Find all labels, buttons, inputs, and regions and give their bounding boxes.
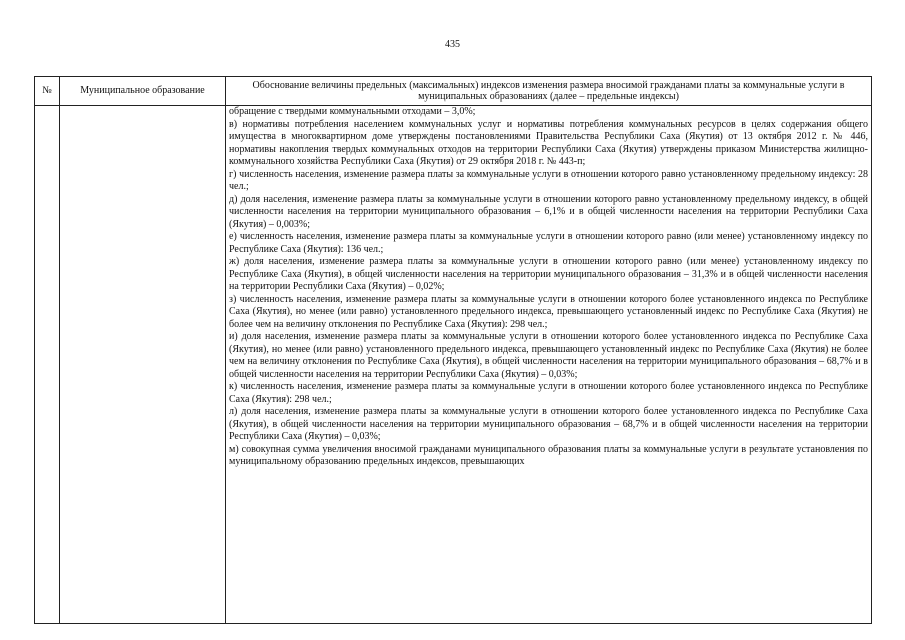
justification-cell [226,106,872,624]
paragraph-k: к) численность населения, изменение размера платы за коммунальные услуги в отношении которого более установленного индекса по Республике Саха (Якутия): 298 чел.; [229,381,868,405]
municipality-cell [60,106,226,624]
paragraph-m: м) совокупная сумма увеличения вносимой гражданами муниципального образования платы за коммунальные услуги в результате установления по муниципальному образованию предельных индексов, превышающих [229,443,868,467]
header-justification: Обоснование величины предельных (максимальных) индексов изменения размера вносимой гражданами платы за коммунальные услуги в муниципальных образованиях (далее – предельные индексы) [226,77,872,106]
number-cell [35,106,60,624]
header-number: № [35,77,60,106]
paragraph-z: з) численность населения, изменение размера платы за коммунальные услуги в отношении которого более установленного индекса по Республике Саха (Якутия), но менее (или равно) установленного предельного индекса, превышающего установленный индекс по Республике Саха (Якутия) не более чем на величину отклонения по Республике Саха (Якутия): 298 чел.; [229,293,868,330]
table-header-row [35,77,872,106]
table-row [35,106,872,624]
paragraph-i: и) доля населения, изменение размера платы за коммунальные услуги в отношении которого более установленного индекса по Республике Саха (Якутия), но менее (или равно) установленного предельного индекса, превышающего установленный индекс по Республике Саха (Якутия) не более чем на величину отклонения по Республике Саха (Якутия), в общей численности населения на территории муниципального образования – 68,7% и в общей численности населения на территории Республики Саха (Якутия) – 0,03%; [229,331,868,380]
paragraph-v: в) нормативы потребления населением коммунальных услуг и нормативы потребления коммунальных ресурсов в целях содержания общего имущества в многоквартирном доме утверждены постановлениями Правительства Республики Саха (Якутия) от 13 октября 2012 г. № 446, нормативы накопления твердых коммунальных отходов на территории Республики Саха (Якутия) утверждены приказом Министерства жилищно-коммунального хозяйства Республики Саха (Якутия) от 29 октября 2018 г. № 443-п; [229,118,868,167]
header-municipality: Муниципальное образование [60,77,226,106]
paragraph-zh: ж) доля населения, изменение размера платы за коммунальные услуги в отношении которого равно (или менее) установленному индексу по Республике Саха (Якутия), в общей численности населения на территории муниципального образования – 31,3% и в общей численности населения на территории Республики Саха (Якутия) – 0,02%; [229,256,868,292]
paragraph-e: е) численность населения, изменение размера платы за коммунальные услуги в отношении которого равно (или менее) установленному индексу по Республике Саха (Якутия): 136 чел.; [229,231,868,255]
paragraph-continuation: обращение с твердыми коммунальными отходами – 3,0%; [229,106,476,117]
paragraph-d: д) доля населения, изменение размера платы за коммунальные услуги в отношении которого равно установленному предельному индексу, в общей численности населения на территории муниципального образования – 6,1% и в общей численности населения на территории Республики Саха (Якутия) – 0,003%; [229,193,868,230]
paragraph-l: л) доля населения, изменение размера платы за коммунальные услуги в отношении которого более установленного индекса по Республике Саха (Якутия), в общей численности населения на территории муниципального образования – 68,7% и в общей численности населения на территории Республики Саха (Якутия) – 0,03%; [229,406,868,442]
page-number: 435 [445,39,460,50]
paragraph-g: г) численность населения, изменение размера платы за коммунальные услуги в отношении которого равно установленному предельному индексу: 28 чел.; [229,168,868,192]
justification-table [34,76,872,624]
